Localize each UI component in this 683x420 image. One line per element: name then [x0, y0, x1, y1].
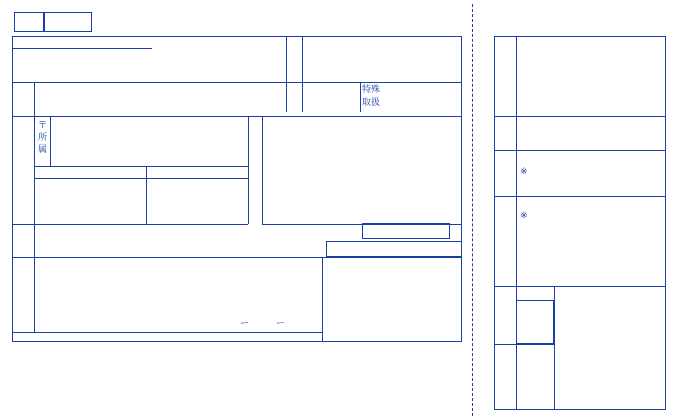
deadline-box — [326, 241, 462, 257]
requester-top-line — [12, 224, 248, 225]
address-col-line — [50, 116, 51, 166]
phone-dash: ー ー — [240, 319, 286, 329]
fee-value-cell — [302, 82, 361, 112]
r-stamp-col — [554, 286, 555, 410]
payee-label-col — [12, 82, 35, 116]
amount-digit-area — [302, 36, 463, 82]
r-line-1 — [494, 116, 666, 117]
r-line-3 — [494, 196, 666, 197]
account-label-row — [12, 36, 152, 49]
participant-row-line — [34, 178, 248, 179]
r-star-2: ※ — [520, 211, 528, 221]
cut-line — [472, 4, 473, 416]
participant-header-line — [34, 166, 248, 167]
requester-label-col — [12, 224, 35, 332]
r-label-col — [494, 36, 517, 410]
fee-box-inner — [262, 116, 263, 224]
comm-top-line — [12, 116, 462, 117]
total-box — [362, 223, 450, 239]
r-line-2 — [494, 150, 666, 151]
r-fee-box — [516, 300, 554, 344]
address-label-2: 所 — [38, 133, 48, 143]
address-label-3: 属 — [38, 145, 48, 155]
member-col-line — [146, 166, 147, 224]
office-code-box — [14, 12, 44, 32]
office-city-box — [44, 12, 92, 32]
comm-label-col — [12, 116, 35, 224]
special-label-2: 取扱 — [362, 98, 381, 108]
notice-line — [12, 332, 322, 333]
stamp-col-line — [322, 257, 323, 342]
fee-box-left — [248, 116, 249, 224]
special-label-1: 特殊 — [362, 85, 381, 95]
address-label: 〒 — [38, 121, 48, 131]
receipt-frame — [494, 36, 666, 410]
payee-row-line — [12, 82, 286, 83]
requester-top-line-2 — [12, 257, 462, 258]
r-line-4 — [494, 286, 666, 287]
r-line-5 — [494, 344, 554, 345]
r-amount-star: ※ — [520, 167, 528, 177]
